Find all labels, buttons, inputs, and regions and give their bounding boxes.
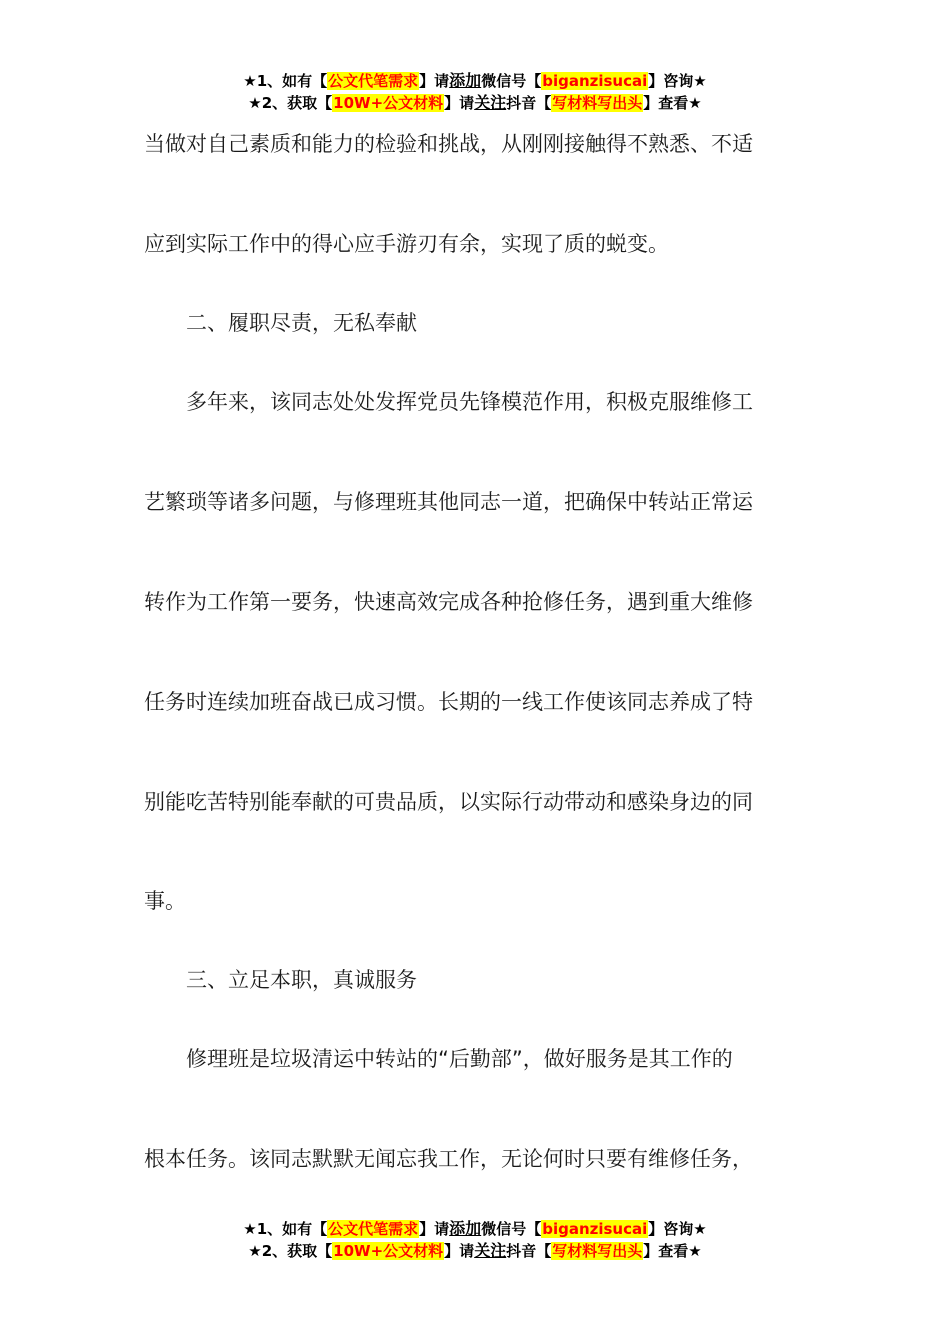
star-icon: ★	[248, 94, 262, 112]
star-icon: ★	[693, 72, 707, 90]
paragraph-line: 别能吃苦特别能奉献的可贵品质，以实际行动带动和感染身边的同	[144, 790, 753, 814]
emphasis-follow: 关注	[474, 93, 507, 112]
section-heading: 三、立足本职，真诚服务	[144, 968, 417, 992]
banner-line-follow: ★2、获取【10W+公文材料】请关注抖音【写材料写出头】查看★	[248, 93, 702, 112]
douyin-account: 写材料写出头	[552, 1242, 643, 1260]
paragraph-line: 多年来，该同志处处发挥党员先锋模范作用，积极克服维修工	[144, 390, 753, 414]
banner-line-follow: ★2、获取【10W+公文材料】请关注抖音【写材料写出头】查看★	[248, 1241, 702, 1260]
wechat-id: biganzisucai	[542, 72, 648, 90]
highlight-service: 公文代笔需求	[328, 72, 419, 90]
highlight-service: 公文代笔需求	[328, 1220, 419, 1238]
paragraph-line: 艺繁琐等诸多问题，与修理班其他同志一道，把确保中转站正常运	[144, 490, 753, 514]
header-banner	[0, 70, 950, 114]
footer-banner	[0, 1218, 950, 1262]
emphasis-follow: 关注	[474, 1241, 507, 1260]
highlight-materials: 10W+公文材料	[333, 94, 444, 112]
star-icon: ★	[688, 1242, 702, 1260]
emphasis-add: 添加	[449, 1219, 482, 1238]
paragraph-line: 修理班是垃圾清运中转站的“后勤部”，做好服务是其工作的	[144, 1047, 733, 1071]
section-heading: 二、履职尽责，无私奉献	[144, 311, 417, 335]
highlight-materials: 10W+公文材料	[333, 1242, 444, 1260]
paragraph-line: 当做对自己素质和能力的检验和挑战，从刚刚接触得不熟悉、不适	[144, 132, 753, 156]
douyin-account: 写材料写出头	[552, 94, 643, 112]
paragraph-line: 任务时连续加班奋战已成习惯。长期的一线工作使该同志养成了特	[144, 690, 753, 714]
paragraph-line: 根本任务。该同志默默无闻忘我工作，无论何时只要有维修任务，	[144, 1147, 753, 1171]
banner-line-consult: ★1、如有【公文代笔需求】请添加微信号【biganzisucai】咨询★	[243, 1219, 707, 1238]
wechat-id: biganzisucai	[542, 1220, 648, 1238]
paragraph-line: 转作为工作第一要务，快速高效完成各种抢修任务，遇到重大维修	[144, 590, 753, 614]
star-icon: ★	[693, 1220, 707, 1238]
emphasis-add: 添加	[449, 71, 482, 90]
star-icon: ★	[248, 1242, 262, 1260]
banner-line-consult: ★1、如有【公文代笔需求】请添加微信号【biganzisucai】咨询★	[243, 71, 707, 90]
paragraph-line: 事。	[144, 889, 186, 913]
star-icon: ★	[243, 72, 257, 90]
paragraph-line: 应到实际工作中的得心应手游刃有余，实现了质的蜕变。	[144, 232, 669, 256]
star-icon: ★	[243, 1220, 257, 1238]
star-icon: ★	[688, 94, 702, 112]
